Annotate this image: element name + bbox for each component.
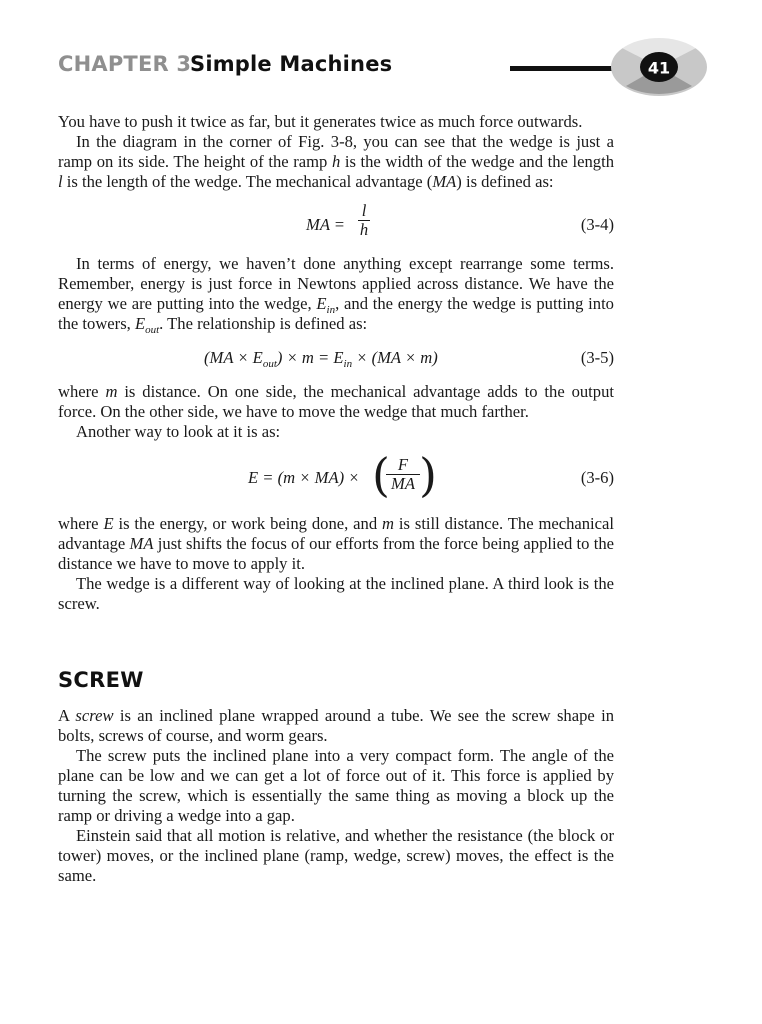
equation-3-4: MA = l h (3-4) (306, 201, 614, 239)
equation-3-6: E = (m × MA) × ( F MA ) (3-6) (248, 448, 614, 502)
chapter-title: Simple Machines (190, 52, 393, 76)
equation-number: (3-6) (580, 468, 614, 487)
paragraph: The screw puts the inclined plane into a very compact form. The angle of the plane can be low and we can get a lot of force out of it. This force is applied by turning the screw, which is essentially the same thing as moving a block up the ramp or driving a wedge into a gap. (58, 746, 614, 825)
chapter-label: CHAPTER 3 (58, 52, 192, 76)
paragraph: You have to push it twice as far, but it generates twice as much force outwards. (58, 112, 583, 131)
page-header (0, 0, 762, 110)
page-number-badge (604, 36, 714, 100)
paragraph: In the diagram in the corner of Fig. 3-8, you can see that the wedge is just a ramp on its side. The height of the ramp h is the width of the wedge and the length l is the length of the wedge. The mechanical advantage (MA) is defined as: (58, 132, 614, 191)
page-number: 41 (647, 58, 671, 78)
paragraph: The wedge is a different way of looking at the inclined plane. A third look is the screw. (58, 574, 614, 613)
section-heading-screw: SCREW (58, 668, 144, 692)
fraction: l h (359, 201, 369, 239)
page-body (58, 112, 614, 886)
paragraph: where E is the energy, or work being done, and m is still distance. The mechanical advantage MA just shifts the focus of our efforts from the force being applied to the distance we have to move to apply it. (58, 514, 615, 573)
paragraph: where m is distance. On one side, the mechanical advantage adds to the output force. On the other side, we have to move the wedge that much farther. (58, 382, 614, 421)
equation-number: (3-4) (580, 215, 614, 234)
paragraph: Another way to look at it is as: (76, 422, 281, 441)
paragraph: A screw is an inclined plane wrapped around a tube. We see the screw shape in bolts, screws of course, and worm gears. (58, 706, 615, 745)
fraction: F MA (386, 456, 420, 493)
equation-3-5: $(MA \times E_{out}) \times m = E_{in} \times (MA \times m)$ (3-5) (204, 348, 614, 370)
equation-number: (3-5) (580, 348, 614, 367)
paragraph: In terms of energy, we haven’t done anything except rearrange some terms. Remember, energy is just force in Newtons applied across distance. We have the energy we are putting into the wedge, $E_{in}$, and the energy the wedge is putting into the towers, $E_{out}$. The relationship is defined as: (58, 254, 614, 336)
paragraph: Einstein said that all motion is relative, and whether the resistance (the block or tower) moves, or the inclined plane (ramp, wedge, screw) moves, the effect is the same. (58, 826, 614, 885)
